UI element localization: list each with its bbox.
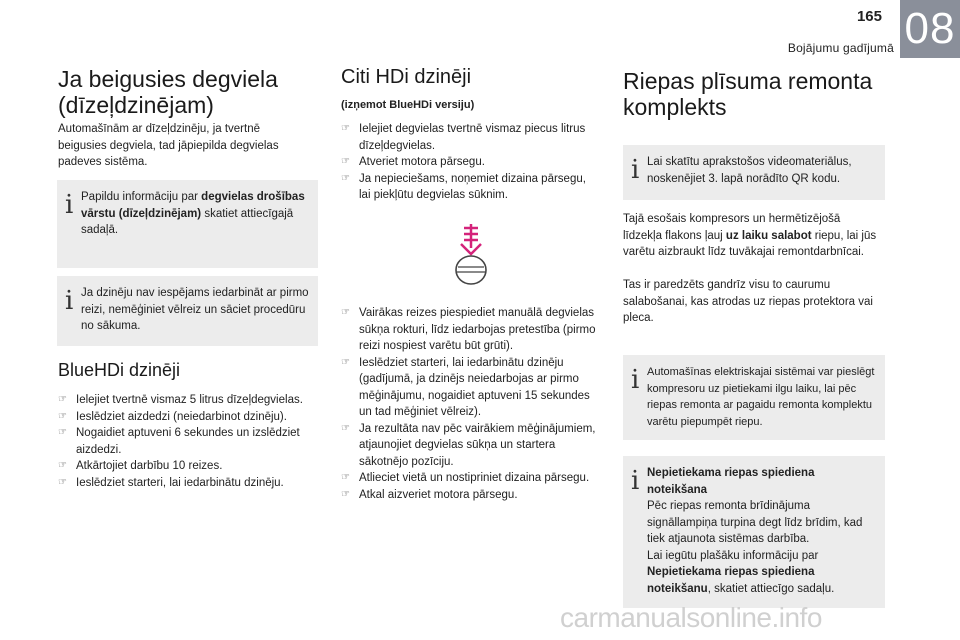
col2-title: Citi HDi dzinēji [341, 66, 472, 88]
hdi-steps-a [341, 121, 599, 204]
bullet-icon: ☞ [58, 460, 67, 471]
list-item: ☞ Ja nepieciešams, noņemiet dizaina pārsegu, lai piekļūtu degvielas sūknim. [341, 172, 586, 201]
bullet-icon: ☞ [341, 123, 350, 134]
bullet-icon: ☞ [341, 488, 350, 500]
bullet-icon: ☞ [341, 156, 350, 167]
page-number: 165 [856, 8, 882, 25]
list-item: ☞ Nogaidiet aptuveni 6 sekundes un izslēdziet aizdedzi. [58, 427, 300, 456]
info-box-text: Lai skatītu aprakstošos videomateriālus, noskenējiet 3. lapā norādīto QR kodu. [647, 156, 852, 185]
info-icon: i [631, 365, 640, 395]
body-text-post: riepu, lai jūs varētu aizbraukt līdz tuvākajai remontdarbnīcai. [623, 229, 877, 258]
section-title-bluehdi: BlueHDi dzinēji [58, 360, 181, 380]
watermark: carmanualsonline.info [560, 602, 822, 633]
info-text-main: Pēc riepas remonta brīdinājuma signāllampiņa turpina degt līdz brīdim, kad tiek atjaunota sistēmas darbība. [647, 500, 863, 545]
body-text-bold: uz laiku salabot [725, 229, 812, 242]
col3-title-line1: Riepas plīsuma remonta [623, 68, 873, 94]
col1-title-line2: (dīzeļdzinējam) [58, 92, 214, 118]
list-item: ☞ Ielejiet degvielas tvertnē vismaz piecus litrus dīzeļdegvielas. [341, 123, 586, 152]
chapter-number-badge: 08 [900, 0, 960, 58]
bullet-icon: ☞ [341, 307, 350, 318]
info-icon: i [631, 466, 640, 496]
info-box-text: Automašīnas elektriskajai sistēmai var pieslēgt kompresoru uz pietiekami ilgu laiku, lai pēc riepas remonta ar pagaidu remonta komplektu varētu piepumpēt riepu. [647, 366, 875, 428]
info-text-post: skatiet attiecīgajā sadaļā. [81, 207, 294, 236]
info-icon: i [65, 286, 74, 316]
bullet-icon: ☞ [341, 472, 350, 483]
list-item: ☞ Atkārtojiet darbību 10 reizes. [58, 458, 320, 475]
info-box-heading: Nepietiekama riepas spiediena noteikšana [647, 467, 815, 496]
list-item: ☞ Ja rezultāta nav pēc vairākiem mēģinājumiem, atjaunojiet degvielas sūkņa un startera sākotnējo pozīciju. [341, 422, 596, 468]
list-item: ☞ Ieslēdziet starteri, lai iedarbinātu dzinēju. [58, 475, 320, 492]
col3-body [623, 211, 881, 261]
col1-intro: Automašīnām ar dīzeļdzinēju, ja tvertnē beigusies degviela, tad jāpiepilda degvielas padeves sistēma. [58, 123, 279, 168]
list-item: ☞ Ieslēdziet starteri, lai iedarbinātu dzinēju (gadījumā, ja dzinējs neiedarbojas ar pirmo mēģinājumu, nogaidiet aptuveni 15 sekundes un tad mēģiniet vēlreiz). [341, 356, 590, 418]
bullet-icon: ☞ [341, 422, 350, 434]
fuel-pump-push-icon [447, 222, 495, 288]
info-box-restart [57, 276, 318, 346]
list-item: ☞ Ieslēdziet aizdedzi (neiedarbinot dzinēju). [58, 409, 320, 426]
info-text-post: , skatiet attiecīgo sadaļu. [707, 582, 835, 595]
info-text-ref: Lai iegūtu plašāku informāciju par [647, 549, 819, 562]
info-text-bold: Nepietiekama riepas spiediena noteikšanu [647, 566, 815, 595]
list-item: ☞ Atveriet motora pārsegu. [341, 154, 599, 171]
col3-title-line2: komplekts [623, 94, 727, 120]
info-box-pressure-detection [623, 456, 885, 608]
col1-title [58, 66, 328, 118]
info-text-bold: degvielas drošības vārstu (dīzeļdzinējam) [81, 191, 305, 220]
list-item: ☞ Atlieciet vietā un nostipriniet dizaina pārsegu. [341, 470, 599, 487]
body-text-pre: Tajā esošais kompresors un hermētizējošā līdzekļa flakons ļauj [623, 213, 841, 242]
bullet-icon: ☞ [58, 427, 67, 438]
list-item: ☞ Vairākas reizes piespiediet manuālā degvielas sūkņa rokturi, līdz iedarbojas pretestība (pirmo reizi nospiest varētu būt grūti). [341, 307, 596, 352]
col1-title-line1: Ja beigusies degviela [58, 66, 278, 92]
hdi-steps-b [341, 305, 599, 503]
bullet-icon: ☞ [341, 172, 350, 184]
col3-title [623, 68, 903, 120]
info-text-pre: Papildu informāciju par [81, 191, 202, 203]
bullet-icon: ☞ [341, 356, 350, 368]
info-icon: i [65, 190, 74, 220]
bullet-icon: ☞ [58, 410, 67, 422]
info-box-video [623, 145, 885, 200]
bullet-icon: ☞ [58, 476, 67, 488]
bullet-icon: ☞ [58, 394, 67, 405]
chapter-title: Bojājumu gadījumā [787, 41, 894, 55]
info-box-safety-valve [57, 180, 318, 268]
bluehdi-steps [58, 392, 320, 491]
info-box-text: Ja dzinēju nav iespējams iedarbināt ar pirmo reizi, nemēģiniet vēlreiz un sāciet procedūru no sākuma. [81, 287, 309, 332]
info-icon: i [631, 155, 640, 185]
info-box-compressor [623, 355, 885, 440]
info-box-text [81, 189, 310, 239]
info-box-text [647, 465, 877, 597]
col3-body2: Tas ir paredzēts gandrīz visu to caurumu salabošanai, kas atrodas uz riepas protektora vai pleca. [623, 279, 873, 324]
list-item: ☞ Ielejiet tvertnē vismaz 5 litrus dīzeļdegvielas. [58, 392, 320, 409]
list-item: ☞ Atkal aizveriet motora pārsegu. [341, 487, 599, 504]
col2-subtitle: (izņemot BlueHDi versiju) [341, 99, 475, 111]
